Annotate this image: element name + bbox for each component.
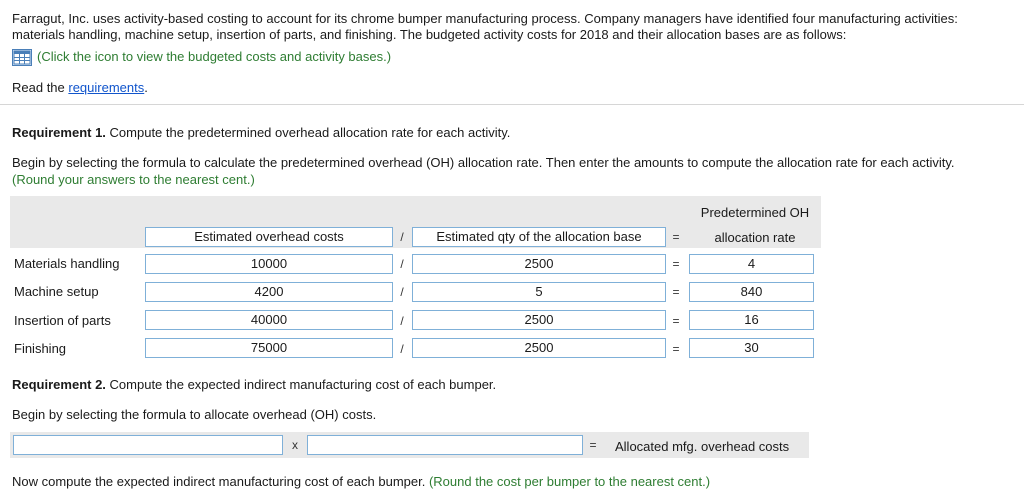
divide-sign: / <box>400 257 404 271</box>
divide-sign: / <box>400 314 404 328</box>
read-requirements-line <box>12 80 148 96</box>
table-icon[interactable] <box>12 49 32 66</box>
read-prefix: Read the <box>12 80 69 95</box>
section-divider <box>0 104 1024 105</box>
read-suffix: . <box>144 80 148 95</box>
multiply-sign: x <box>292 438 298 452</box>
req1-text: Compute the predetermined overhead allocation rate for each activity. <box>105 125 511 140</box>
equals-sign: = <box>672 314 680 328</box>
rate-input-insertion-of-parts[interactable]: 16 <box>689 310 814 330</box>
qty-input-insertion-of-parts[interactable]: 2500 <box>412 310 666 330</box>
qty-input-materials-handling[interactable]: 2500 <box>412 254 666 274</box>
cost-input-materials-handling[interactable]: 10000 <box>145 254 393 274</box>
intro-line-2: materials handling, machine setup, insertion of parts, and finishing. The budgeted activity costs for 2018 and their allocation bases are as follows: <box>12 27 847 42</box>
formula-denominator-select[interactable]: Estimated qty of the allocation base <box>412 227 666 247</box>
rate-input-finishing[interactable]: 30 <box>689 338 814 358</box>
equals-sign: = <box>672 342 680 356</box>
header-equals-sign: = <box>672 230 680 244</box>
req2-heading <box>12 377 496 393</box>
qty-input-finishing[interactable]: 2500 <box>412 338 666 358</box>
req2-next-text: Now compute the expected indirect manufacturing cost of each bumper. <box>12 474 426 489</box>
req2-formula-input-2[interactable] <box>307 435 583 455</box>
divide-sign: / <box>400 285 404 299</box>
req1-heading <box>12 125 510 141</box>
cost-input-insertion-of-parts[interactable]: 40000 <box>145 310 393 330</box>
rate-header-line-2: allocation rate <box>714 230 796 245</box>
req2-formula-input-1[interactable] <box>13 435 283 455</box>
equals-sign: = <box>672 257 680 271</box>
divide-sign: / <box>400 342 404 356</box>
equals-sign: = <box>672 285 680 299</box>
rate-input-machine-setup[interactable]: 840 <box>689 282 814 302</box>
qty-input-machine-setup[interactable]: 5 <box>412 282 666 302</box>
cost-input-machine-setup[interactable]: 4200 <box>145 282 393 302</box>
requirements-link[interactable]: requirements <box>68 80 145 95</box>
row-label-insertion-of-parts: Insertion of parts <box>14 313 111 328</box>
rate-input-materials-handling[interactable]: 4 <box>689 254 814 274</box>
header-divide-sign: / <box>400 230 404 244</box>
formula-numerator-select[interactable]: Estimated overhead costs <box>145 227 393 247</box>
req1-label: Requirement 1. <box>12 125 106 140</box>
view-budgeted-costs-link[interactable]: (Click the icon to view the budgeted costs and activity bases.) <box>37 49 392 64</box>
row-label-machine-setup: Machine setup <box>14 284 99 299</box>
req2-label: Requirement 2. <box>12 377 106 392</box>
row-label-materials-handling: Materials handling <box>14 256 120 271</box>
rate-header-line-1: Predetermined OH <box>700 205 810 220</box>
allocated-overhead-label: Allocated mfg. overhead costs <box>615 439 790 454</box>
req1-round-note: (Round your answers to the nearest cent.) <box>12 172 255 187</box>
req2-instruction: Begin by selecting the formula to allocate overhead (OH) costs. <box>12 407 377 422</box>
req2-text: Compute the expected indirect manufacturing cost of each bumper. <box>105 377 497 392</box>
row-label-finishing: Finishing <box>14 341 67 356</box>
cost-input-finishing[interactable]: 75000 <box>145 338 393 358</box>
req2-equals-sign: = <box>589 438 597 452</box>
req1-instruction: Begin by selecting the formula to calculate the predetermined overhead (OH) allocation rate. Then enter the amounts to compute the allocation rate for each activity. <box>12 155 955 170</box>
req2-next-round-note: (Round the cost per bumper to the nearest cent.) <box>428 474 711 489</box>
intro-line-1: Farragut, Inc. uses activity-based costing to account for its chrome bumper manufacturing process. Company managers have identified four manufacturing activities: <box>12 11 958 26</box>
req2-next-step <box>12 474 710 490</box>
